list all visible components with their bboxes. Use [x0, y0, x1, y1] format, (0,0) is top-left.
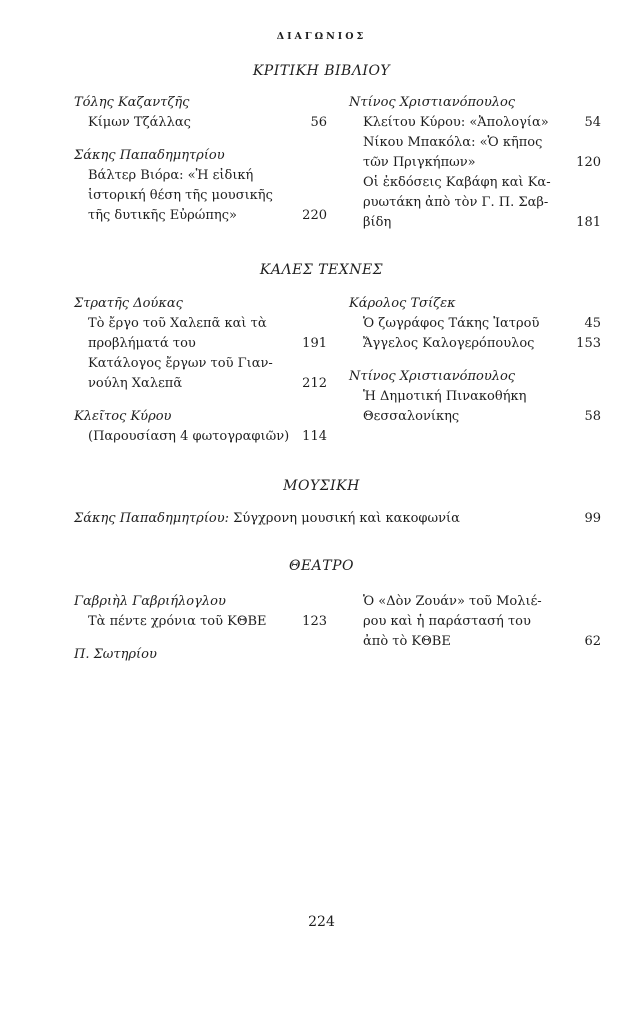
entry-page: 56: [310, 115, 327, 130]
entry-page: 114: [302, 429, 327, 444]
entry-title: (Παρουσίαση 4 φωτογραφιῶν): [88, 429, 290, 444]
entry-title: ρυωτάκη ἀπὸ τὸν Γ. Π. Σαβ-: [363, 195, 549, 210]
section-title-theatre: ΘΕΑΤΡΟ: [288, 558, 355, 574]
author: Σάκης Παπαδημητρίου: [74, 148, 225, 163]
entry-title: Κατάλογος ἔργων τοῦ Γιαν-: [88, 356, 273, 371]
entry-title: ρου καὶ ἡ παράστασή του: [363, 614, 531, 629]
fine-arts-left-column: [74, 294, 327, 447]
entry-line: [349, 213, 601, 233]
author: Ντίνος Χριστιανόπουλος: [349, 95, 516, 110]
entry-line: [74, 334, 327, 354]
entry-line: [74, 113, 327, 133]
entry-line: [349, 173, 601, 193]
book-criticism-right-column: [349, 93, 601, 233]
author: Π. Σωτηρίου: [74, 647, 157, 662]
entry-page: 62: [584, 634, 601, 649]
author: Σάκης Παπαδημητρίου:: [74, 511, 230, 526]
entry-page: 220: [302, 208, 327, 223]
entry-title: ἀπὸ τὸ ΚΘΒΕ: [363, 634, 451, 649]
author: Τόλης Καζαντζῆς: [74, 95, 190, 110]
entry-line: [349, 612, 601, 632]
author: Στρατῆς Δούκας: [74, 296, 183, 311]
page-number: 224: [308, 914, 335, 930]
entry-page: 54: [584, 115, 601, 130]
entry-line: [349, 133, 601, 153]
entry-title: τῶν Πριγκήπων»: [363, 155, 476, 170]
entry-page: 212: [302, 376, 327, 391]
entry-line: [349, 592, 601, 612]
entry-line: [349, 387, 601, 407]
fine-arts-right-column: [349, 294, 601, 427]
author: Κάρολος Τσίζεκ: [349, 296, 456, 311]
entry-title: Κλείτου Κύρου: «Ἀπολογία»: [363, 115, 549, 130]
entry-page: 120: [576, 155, 601, 170]
entry-line: [74, 206, 327, 226]
entry-line: [349, 153, 601, 173]
entry-line: [74, 314, 327, 334]
entry-page: 181: [576, 215, 601, 230]
entry-title: Τὰ πέντε χρόνια τοῦ ΚΘΒΕ: [88, 614, 267, 629]
author: Ντίνος Χριστιανόπουλος: [349, 369, 516, 384]
entry-title: Ἡ Δημοτική Πινακοθήκη: [363, 389, 527, 404]
entry-line: [74, 166, 327, 186]
entry-line: [349, 113, 601, 133]
entry-title: Ὁ «Δὸν Ζουάν» τοῦ Μολιέ-: [363, 594, 542, 609]
entry-page: 191: [302, 336, 327, 351]
entry-title: προβλήματά του: [88, 336, 196, 351]
entry-title: Ὁ ζωγράφος Τάκης Ἰατροῦ: [363, 316, 540, 331]
entry-line: [74, 374, 327, 394]
section-title-book-criticism: ΚΡΙΤΙΚΗ ΒΙΒΛΙΟΥ: [252, 63, 391, 79]
entry-title: Τὸ ἔργο τοῦ Χαλεπᾶ καὶ τὰ: [88, 316, 267, 331]
entry-page: 153: [576, 336, 601, 351]
section-title-fine-arts: ΚΑΛΕΣ ΤΕΧΝΕΣ: [259, 262, 384, 278]
section-title-music: ΜΟΥΣΙΚΗ: [283, 478, 360, 494]
entry-line: [74, 427, 327, 447]
author: Γαβριὴλ Γαβριήλογλου: [74, 594, 226, 609]
entry-title: τῆς δυτικῆς Εὐρώπης»: [88, 208, 237, 223]
entry-line: [349, 314, 601, 334]
theatre-right-column: [349, 592, 601, 652]
entry-title: Οἱ ἐκδόσεις Καβάφη καὶ Κα-: [363, 175, 551, 190]
music-entry: [74, 509, 601, 529]
entry-title: Βάλτερ Βιόρα: «Ἡ εἰδική: [88, 168, 254, 183]
entry-line: [349, 334, 601, 354]
entry-line: [74, 612, 327, 632]
entry-title: ἱστορική θέση τῆς μουσικῆς: [88, 188, 273, 203]
theatre-left-column: [74, 592, 327, 665]
journal-name: ΔΙΑΓΩΝΙΟΣ: [276, 31, 367, 42]
entry-title: Σύγχρονη μουσική καὶ κακοφωνία: [233, 511, 460, 526]
entry-title: Ἄγγελος Καλογερόπουλος: [363, 336, 535, 351]
entry-title: Θεσσαλονίκης: [363, 409, 460, 424]
entry-page: 58: [584, 409, 601, 424]
entry-line: [349, 632, 601, 652]
entry-page: 45: [584, 316, 601, 331]
entry-title: Κίμων Τζάλλας: [88, 115, 191, 130]
entry-title: βίδη: [363, 215, 392, 230]
entry-line: [349, 193, 601, 213]
entry-line: [349, 407, 601, 427]
entry-line: [74, 354, 327, 374]
entry-line: [74, 186, 327, 206]
entry-page: 123: [302, 614, 327, 629]
entry-title: Νίκου Μπακόλα: «Ὁ κῆπος: [363, 135, 543, 150]
entry-title: νούλη Χαλεπᾶ: [88, 376, 183, 391]
author: Κλεῖτος Κύρου: [74, 409, 172, 424]
entry-page: 99: [584, 511, 601, 526]
book-criticism-left-column: [74, 93, 327, 226]
